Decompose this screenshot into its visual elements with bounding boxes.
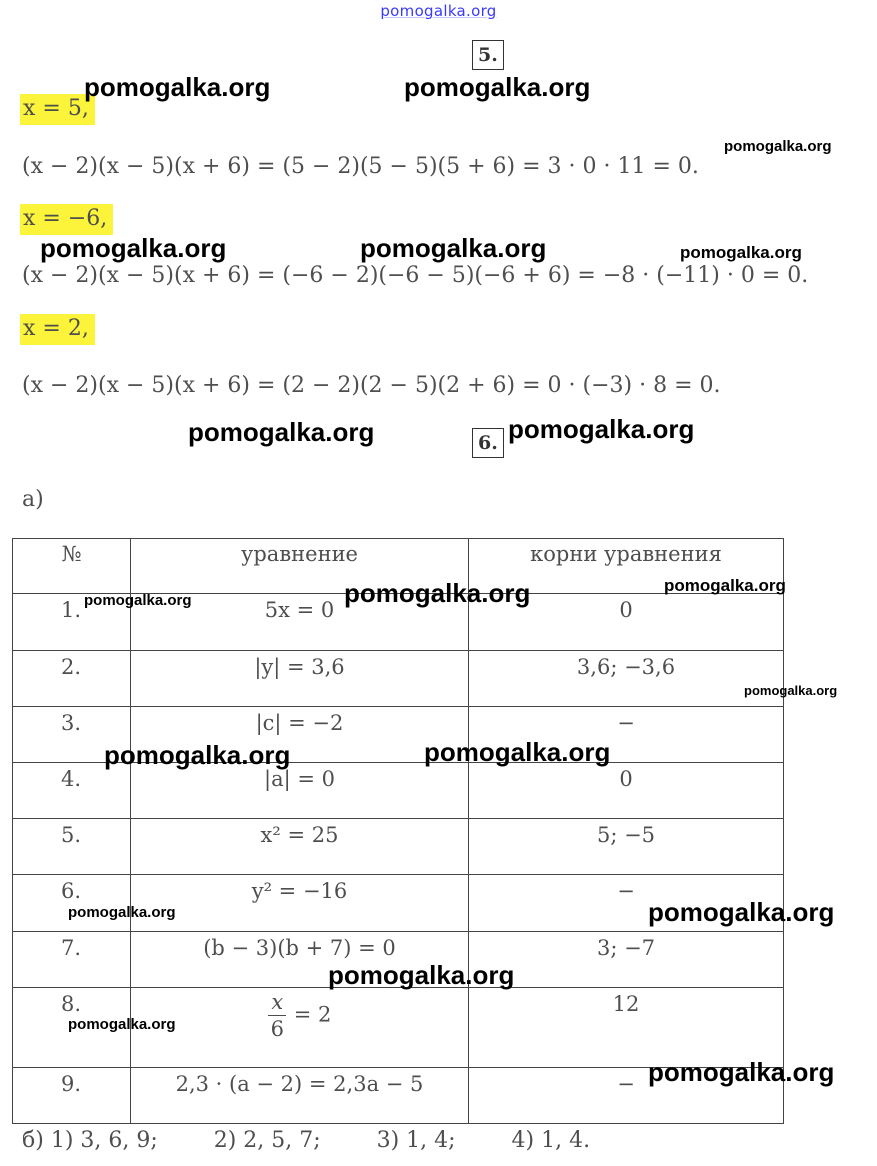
- case-1-x-value: x = 5,: [20, 96, 95, 121]
- watermark: pomogalka.org: [40, 233, 227, 263]
- case-3-x-value: x = 2,: [20, 316, 95, 341]
- row-roots: −: [469, 1068, 784, 1124]
- table-row: [13, 651, 784, 707]
- header-equation: уравнение: [131, 539, 469, 594]
- watermark: pomogalka.org: [328, 960, 515, 990]
- watermark: pomogalka.org: [104, 740, 291, 770]
- row-roots: 5; −5: [469, 819, 784, 875]
- watermark: pomogalka.org: [84, 592, 192, 609]
- row-number: 1.: [13, 594, 131, 651]
- header-roots: корни уравнения: [469, 539, 784, 594]
- watermark: pomogalka.org: [724, 138, 832, 155]
- watermark: pomogalka.org: [648, 897, 835, 927]
- equations-table: [12, 538, 784, 1124]
- case-3-equation: (x − 2)(x − 5)(x + 6) = (2 − 2)(2 − 5)(2 + 6) = 0 · (−3) · 8 = 0.: [22, 373, 721, 398]
- watermark: pomogalka.org: [68, 1016, 176, 1033]
- fraction: [268, 992, 287, 1040]
- row-roots: 3,6; −3,6: [469, 651, 784, 707]
- watermark: pomogalka.org: [744, 683, 838, 698]
- watermark: pomogalka.org: [664, 576, 786, 595]
- header-number: №: [13, 539, 131, 594]
- watermark: pomogalka.org: [360, 233, 547, 263]
- row-number: 6.: [13, 875, 131, 932]
- row-number: 9.: [13, 1068, 131, 1124]
- row-equation: |c| = −2: [131, 707, 469, 763]
- task-6-number: 6.: [472, 428, 504, 458]
- watermark: pomogalka.org: [680, 243, 802, 262]
- row-equation: y² = −16: [131, 875, 469, 932]
- case-1-equation: (x − 2)(x − 5)(x + 6) = (5 − 2)(5 − 5)(5 + 6) = 3 · 0 · 11 = 0.: [22, 154, 699, 179]
- row-roots: −: [469, 875, 784, 932]
- row-number: 2.: [13, 651, 131, 707]
- watermark: pomogalka.org: [188, 417, 375, 447]
- row-equation: (b − 3)(b + 7) = 0: [131, 932, 469, 988]
- watermark: pomogalka.org: [404, 72, 591, 102]
- row-number: 7.: [13, 932, 131, 988]
- row-roots: 0: [469, 594, 784, 651]
- row-number: 4.: [13, 763, 131, 819]
- site-header-link[interactable]: pomogalka.org: [380, 2, 497, 20]
- row-equation: 2,3 · (a − 2) = 2,3a − 5: [131, 1068, 469, 1124]
- watermark: pomogalka.org: [344, 578, 531, 608]
- watermark: pomogalka.org: [68, 904, 176, 921]
- watermark: pomogalka.org: [424, 737, 611, 767]
- row-roots: 12: [469, 988, 784, 1068]
- row-roots: −: [469, 707, 784, 763]
- row-equation: |a| = 0: [131, 763, 469, 819]
- task-5-number: 5.: [472, 40, 504, 70]
- row-roots: 0: [469, 763, 784, 819]
- case-2-x-value: x = −6,: [20, 206, 113, 231]
- part-a-label: а): [22, 487, 44, 512]
- row-equation: [131, 988, 469, 1068]
- row-number: 8.: [13, 988, 131, 1068]
- watermark: pomogalka.org: [648, 1057, 835, 1087]
- fraction-numerator: x: [268, 992, 286, 1016]
- fraction-rhs: = 2: [293, 1002, 332, 1027]
- watermark: pomogalka.org: [84, 72, 271, 102]
- table-row: [13, 819, 784, 875]
- watermark: pomogalka.org: [508, 414, 695, 444]
- case-2-equation: (x − 2)(x − 5)(x + 6) = (−6 − 2)(−6 − 5)(−6 + 6) = −8 · (−11) · 0 = 0.: [22, 263, 809, 288]
- row-equation: 5x = 0: [131, 594, 469, 651]
- part-b-answers: б) 1) 3, 6, 9; 2) 2, 5, 7; 3) 1, 4; 4) 1, 4.: [22, 1128, 591, 1153]
- row-equation: |y| = 3,6: [131, 651, 469, 707]
- row-roots: 3; −7: [469, 932, 784, 988]
- row-number: 5.: [13, 819, 131, 875]
- fraction-denominator: 6: [270, 1017, 285, 1041]
- row-number: 3.: [13, 707, 131, 763]
- row-equation: x² = 25: [131, 819, 469, 875]
